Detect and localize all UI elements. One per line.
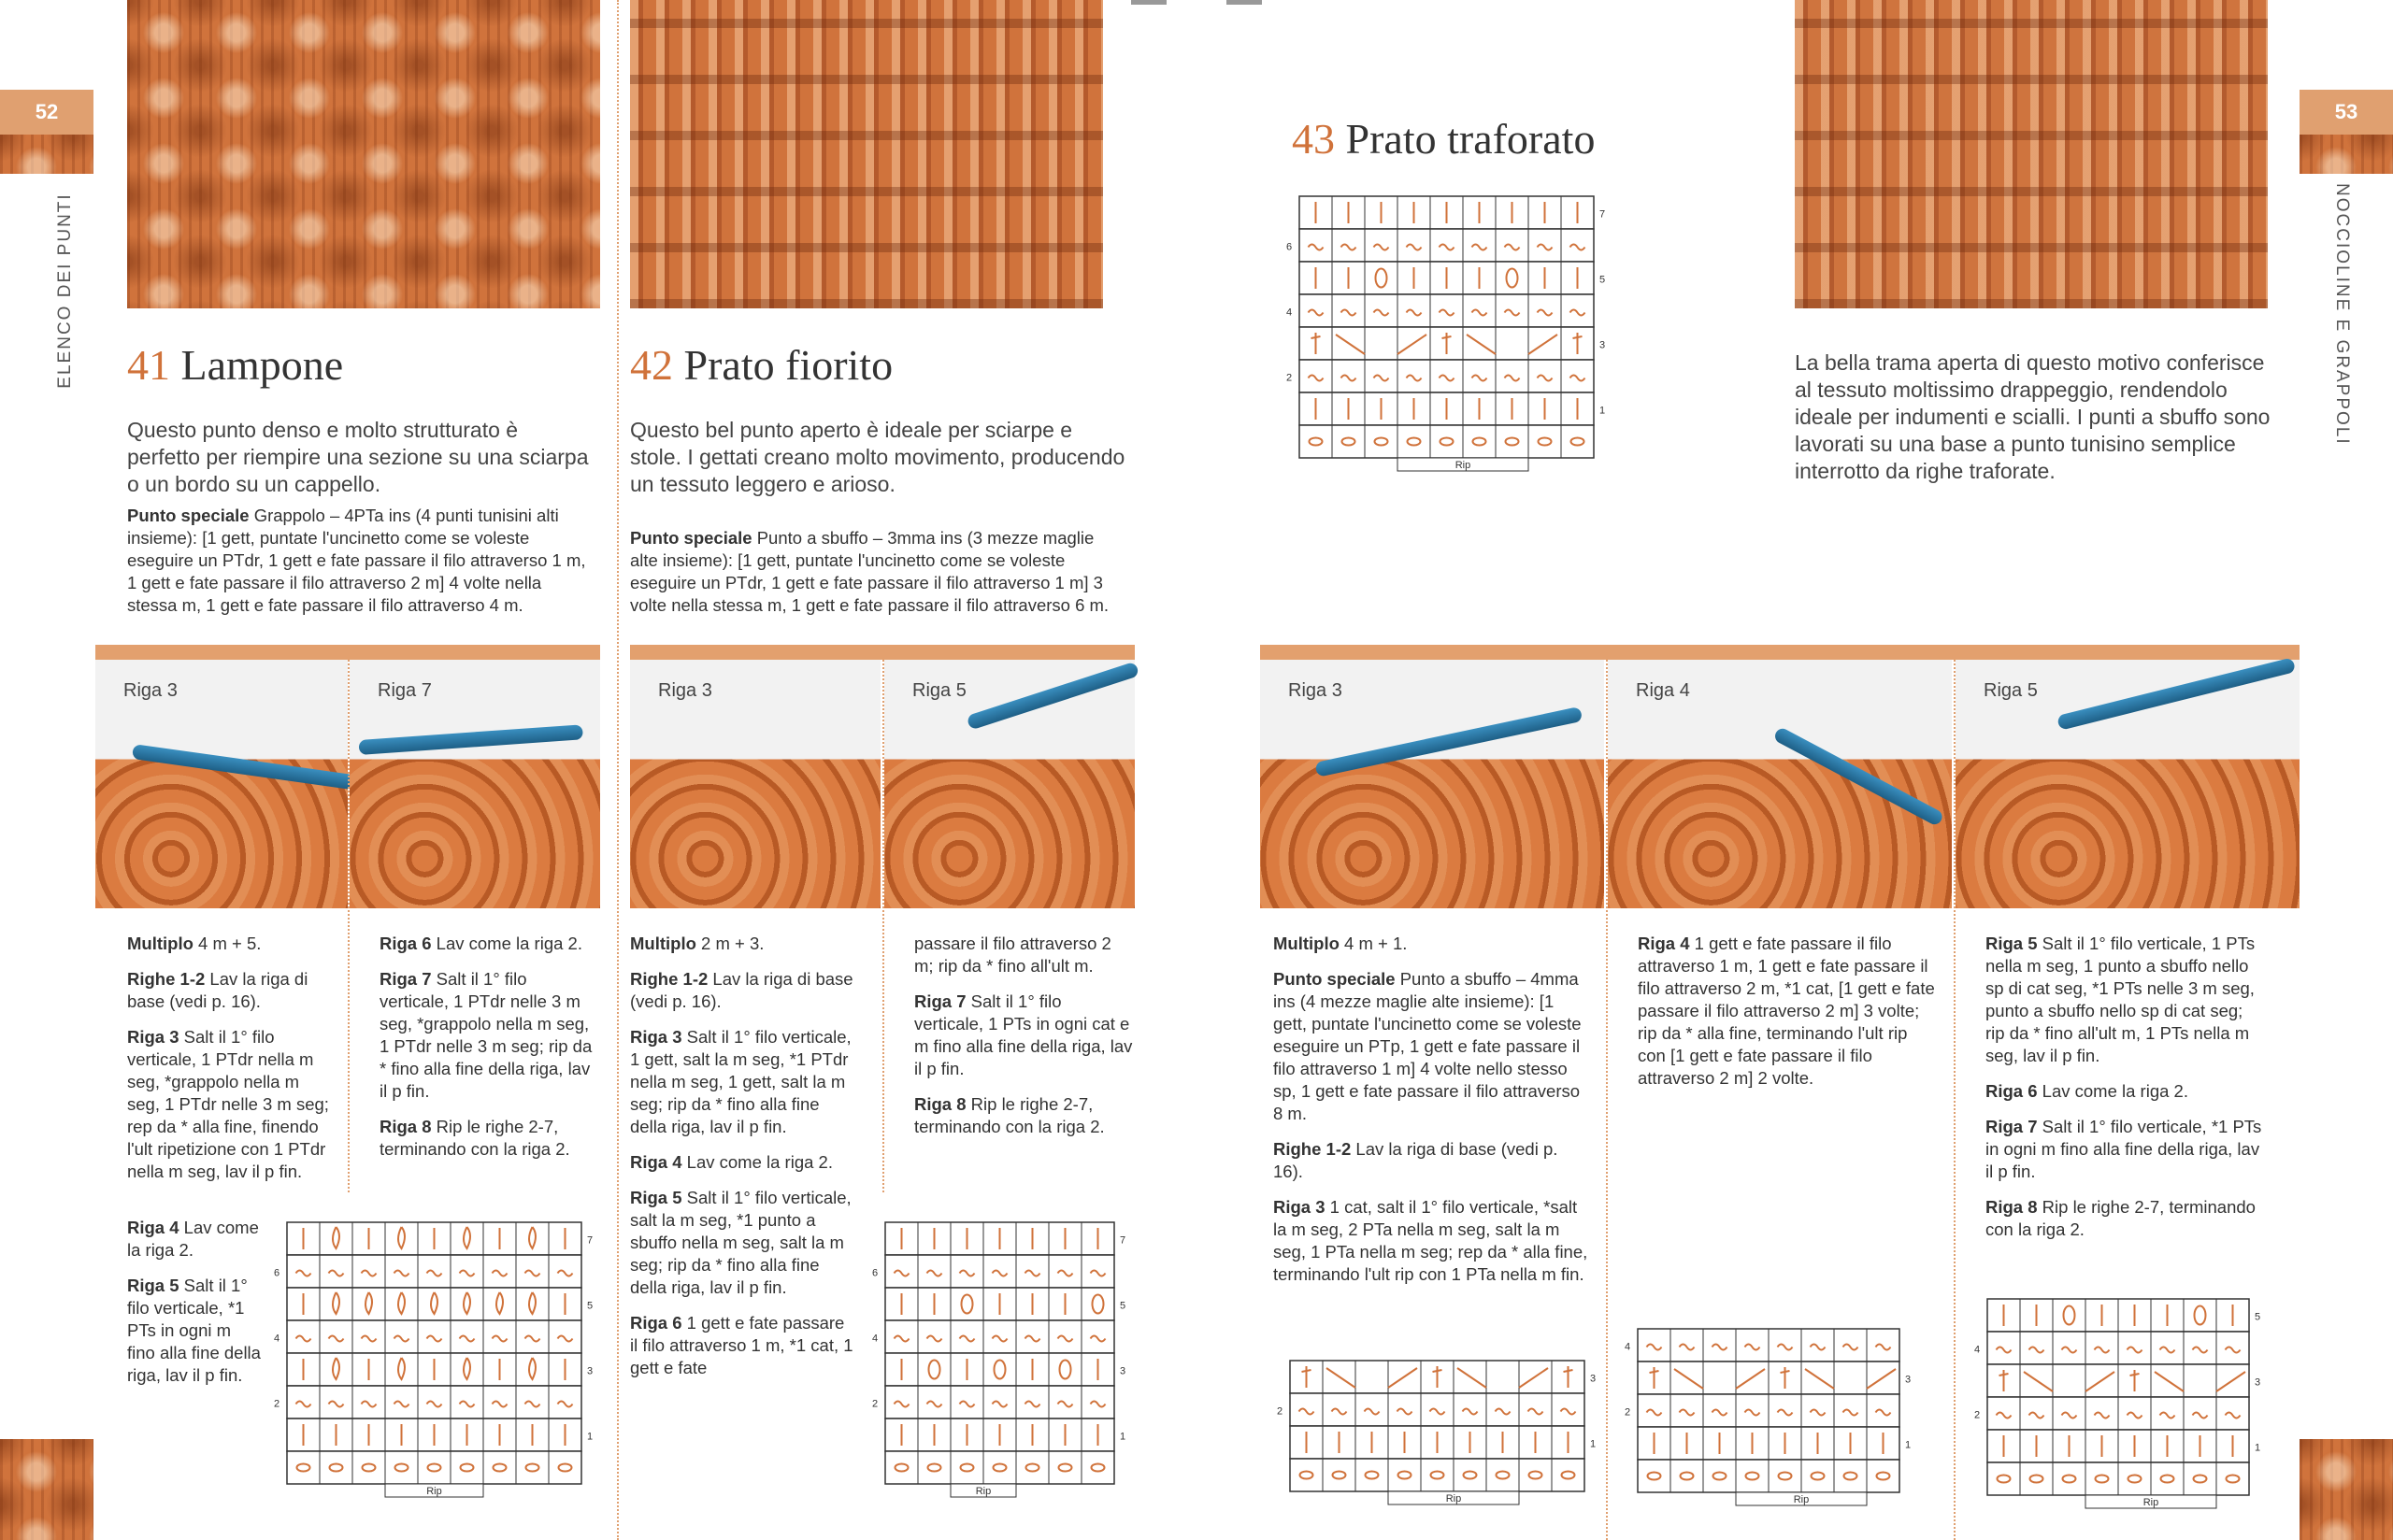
pattern-41-col2 (380, 933, 600, 1174)
page-number-left-text: 52 (35, 100, 59, 123)
stitch-chart-42 (865, 1220, 1135, 1504)
instruction (630, 1026, 854, 1138)
step-photo-42-a-label: Riga 3 (658, 680, 712, 701)
pattern-41-intro: Questo punto denso e molto strutturato è perfetto per riempire una sezione su una sciarpa o un bordo su un cappello. (127, 418, 589, 496)
chart-row-number: 4 (872, 1333, 879, 1345)
chart-row-number: 4 (1625, 1341, 1631, 1353)
instruction (1985, 933, 2266, 1067)
instruction-text: Rip le righe 2-7, terminando con la riga 2. (914, 1094, 1105, 1136)
chart-row (885, 1386, 1114, 1419)
step-photo-43-c (1956, 660, 2300, 908)
chart-row-number: 6 (1286, 241, 1293, 253)
instruction-text: 4 m + 1. (1344, 934, 1408, 953)
instruction-label: Riga 3 (630, 1027, 682, 1047)
instruction-text: Rip le righe 2-7, terminando con la riga 2. (1985, 1197, 2256, 1239)
chart-row-number: 1 (587, 1431, 594, 1443)
instruction-text: passare il filo attraverso 2 m; rip da * fino all'ult m. (914, 934, 1111, 976)
instruction-text: Lav come la riga 2. (436, 934, 582, 953)
step-photo-43-b-label: Riga 4 (1636, 680, 1690, 701)
instruction (1638, 933, 1937, 1090)
chart-row-number: 6 (274, 1267, 280, 1279)
pattern-42-title: Prato fiorito (683, 341, 894, 389)
left-side-label: ELENCO DEI PUNTI (55, 192, 75, 389)
pattern-41-special-label: Punto speciale (127, 506, 250, 525)
stitch-chart-svg (1279, 194, 1614, 478)
instruction-label: Riga 4 (630, 1152, 682, 1172)
page-number-right-text: 53 (2334, 100, 2358, 123)
pattern-41-special-text: Grappolo – 4PTa ins (4 punti tunisini alti insieme): [1 gett, puntate l'uncinetto come se voleste eseguire un PTdr, 1 gett e fate passare il filo attraverso 1 m, 1 gett e fate passare il filo attraverso 2 m] 4 volte nella stessa m, 1 gett e fate passare il filo attraverso 4 m. (127, 506, 586, 615)
chart-repeat-label: Rip (2142, 1497, 2159, 1508)
instruction-text: Lav la riga di base (vedi p. 16). (127, 969, 308, 1011)
instruction-label: Riga 4 (127, 1218, 179, 1237)
chart-repeat-label: Rip (1454, 460, 1471, 471)
step-photo-43-a-label: Riga 3 (1288, 680, 1342, 701)
instruction (1273, 1196, 1591, 1286)
instruction-label: Multiplo (1273, 934, 1340, 953)
chart-row-number: 3 (1120, 1365, 1126, 1377)
instruction-text: Salt il 1° filo verticale, 1 PTs nella m seg, 1 punto a sbuffo nello sp di cat seg, *1 PTs nelle 3 m seg, punto a sbuffo nello sp di cat seg; rip da * fino all'ult m, 1 PTs nella m seg, lav il p fin. (1985, 934, 2256, 1065)
chart-row-number: 2 (872, 1398, 879, 1410)
orange-bar-42 (630, 645, 1135, 660)
hook (1772, 726, 1944, 827)
chart-repeat-label: Rip (1445, 1493, 1462, 1504)
chart-row-number: 3 (1599, 339, 1606, 351)
chart-row-number: 3 (1590, 1373, 1597, 1385)
step-photo-42-a (630, 660, 881, 908)
chart-repeat-label: Rip (975, 1486, 992, 1497)
chart-row (1299, 425, 1594, 458)
chart-row-number: 3 (587, 1365, 594, 1377)
step-photo-41-b-label: Riga 7 (378, 680, 432, 701)
instruction-label: Riga 7 (1985, 1117, 2038, 1136)
step-photo-42-b (884, 660, 1135, 908)
stitch-chart-43-top (1279, 194, 1614, 478)
stitch-chart-43-b (1617, 1327, 1920, 1513)
swatch-photo-42 (630, 0, 1103, 308)
instruction-label: Riga 7 (914, 991, 967, 1011)
chart-row-number: 1 (2255, 1442, 2261, 1454)
swatch-photo-41 (127, 0, 600, 308)
stitch-chart-svg (266, 1220, 602, 1504)
instruction-label: Punto speciale (1273, 969, 1396, 989)
instruction-text: Salt il 1° filo verticale, salt la m seg, *1 punto a sbuffo nella m seg, salt la m seg; rip da * fino alla fine della riga, lav il p fin. (630, 1188, 852, 1297)
chart-row-number: 1 (1599, 405, 1606, 417)
column-divider-41 (348, 660, 350, 1192)
instruction (380, 968, 600, 1103)
pattern-42-special (630, 527, 1116, 617)
left-bottom-swatch (0, 1439, 93, 1540)
instruction-text: Salt il 1° filo verticale, 1 PTdr nella m seg, *grappolo nella m seg, 1 PTdr nelle 3 m seg; rep da * alla fine, finendo l'ult ripetizione con 1 PTdr nella m seg, lav il p fin. (127, 1027, 329, 1181)
instruction-text: Lav la riga di base (vedi p. 16). (1273, 1139, 1558, 1181)
instruction-text: 1 gett e fate passare il filo attraverso 1 m, *1 cat, 1 gett e fate (630, 1313, 853, 1377)
hook (967, 662, 1140, 731)
page-number-left (0, 90, 93, 135)
chart-row-number: 5 (2255, 1311, 2261, 1323)
pattern-43-number: 43 (1292, 115, 1335, 163)
pattern-43-col3 (1985, 933, 2266, 1254)
instruction (127, 1217, 263, 1262)
instruction (1273, 968, 1591, 1125)
instruction-label: Righe 1-2 (630, 969, 709, 989)
stitch-chart-43-c (1967, 1297, 2270, 1516)
pattern-42-special-label: Punto speciale (630, 528, 752, 548)
stitch-chart-svg (865, 1220, 1135, 1504)
chart-row (885, 1320, 1114, 1353)
chart-row-number: 7 (587, 1234, 594, 1247)
chart-row (885, 1255, 1114, 1288)
right-side-label: NOCCIOLINE E GRAPPOLI (2332, 183, 2352, 446)
instruction (380, 933, 600, 955)
instruction-text: 1 cat, salt il 1° filo verticale, *salt la m seg, 2 PTa nella m seg, salt la m seg, 1 PTa nella m seg; rep da * alla fine, terminando l'ult rip con 1 PTa nella m fin. (1273, 1197, 1588, 1284)
pattern-41-special (127, 505, 595, 617)
instruction (1273, 933, 1591, 955)
pattern-43-col1 (1273, 933, 1591, 1299)
pattern-41-col1 (127, 933, 333, 1196)
instruction-text: Salt il 1° filo verticale, *1 PTs in ogni m fino alla fine della riga, lav il p fin. (1985, 1117, 2262, 1181)
chart-row-number: 2 (1277, 1405, 1283, 1418)
instruction-label: Riga 3 (1273, 1197, 1325, 1217)
stitch-chart-41 (266, 1220, 602, 1504)
chart-row-number: 1 (1590, 1438, 1597, 1450)
instruction-label: Riga 5 (127, 1276, 179, 1295)
chart-row-number: 1 (1120, 1431, 1126, 1443)
pattern-43-col2 (1638, 933, 1937, 1103)
right-bottom-swatch (2300, 1439, 2393, 1540)
pattern-43-intro: La bella trama aperta di questo motivo conferisce al tessuto moltissimo drappeggio, rendendolo ideale per indumenti e scialli. I punti a sbuffo sono lavorati su una base a punto tunisino semplice interrotto da righe traforate. (1795, 350, 2271, 483)
instruction (380, 1116, 600, 1161)
instruction (914, 991, 1135, 1080)
instruction-label: Multiplo (127, 934, 193, 953)
chart-row-number: 5 (587, 1300, 594, 1312)
chart-row-number: 2 (1974, 1409, 1981, 1421)
stitch-chart-svg (1617, 1327, 1920, 1513)
swatch-photo-43 (1795, 0, 2268, 308)
instruction (1985, 1116, 2266, 1183)
pattern-41-col1b (127, 1217, 263, 1400)
top-mark-right (1226, 0, 1262, 5)
left-edge-swatch (0, 135, 93, 174)
instruction-text: Lav la riga di base (vedi p. 16). (630, 969, 853, 1011)
chart-row-number: 5 (1599, 274, 1606, 286)
instruction (630, 1151, 854, 1174)
instruction (630, 968, 854, 1013)
chart-row-number: 3 (1905, 1374, 1912, 1386)
column-divider-43-a (1606, 660, 1608, 1540)
instruction-label: Righe 1-2 (127, 969, 206, 989)
stitch-chart-svg (1269, 1359, 1605, 1512)
chart-row-number: 7 (1599, 208, 1606, 221)
chart-repeat-label: Rip (1793, 1494, 1810, 1505)
instruction (127, 968, 333, 1013)
instruction-text: Salt il 1° filo verticale, 1 PTdr nelle 3 m seg, *grappolo nella m seg, 1 PTdr nelle 3 m seg; rip da * fino alla fine della riga, lav il p fin. (380, 969, 593, 1101)
chart-row-number: 5 (1120, 1300, 1126, 1312)
pattern-41-title: Lampone (180, 341, 344, 389)
instruction (914, 1093, 1135, 1138)
pattern-42-col2 (914, 933, 1135, 1151)
chart-row-number: 2 (1286, 372, 1293, 384)
instruction-text: Lav come la riga 2. (127, 1218, 259, 1260)
chart-row-number: 2 (274, 1398, 280, 1410)
stitch-chart-svg (1967, 1297, 2270, 1516)
chart-row-number: 4 (1286, 307, 1293, 319)
instruction (127, 1026, 333, 1183)
chart-row-number: 4 (274, 1333, 280, 1345)
chart-row-number: 1 (1905, 1439, 1912, 1451)
instruction-label: Riga 3 (127, 1027, 179, 1047)
hook (1314, 706, 1583, 777)
instruction-label: Riga 4 (1638, 934, 1690, 953)
pattern-42-col1 (630, 933, 854, 1392)
instruction (127, 1275, 263, 1387)
chart-repeat-label: Rip (426, 1486, 442, 1497)
hook (358, 724, 583, 755)
instruction-label: Multiplo (630, 934, 696, 953)
instruction-text: Lav come la riga 2. (2042, 1081, 2188, 1101)
instruction-label: Riga 5 (630, 1188, 682, 1207)
instruction-label: Riga 8 (380, 1117, 432, 1136)
chart-row-number: 2 (1625, 1406, 1631, 1419)
column-divider-left (617, 0, 619, 1540)
step-photo-41-a-label: Riga 3 (123, 680, 178, 701)
stitch-chart-43-a (1269, 1359, 1605, 1512)
orange-bar-41 (95, 645, 600, 660)
chart-row-number: 6 (872, 1267, 879, 1279)
instruction-label: Riga 5 (1985, 934, 2038, 953)
instruction-label: Riga 7 (380, 969, 432, 989)
pattern-42-intro: Questo bel punto aperto è ideale per sciarpe e stole. I gettati creano molto movimento, producendo un tessuto leggero e arioso. (630, 418, 1125, 496)
instruction-text: Salt il 1° filo verticale, 1 gett, salt la m seg, *1 PTdr nella m seg, 1 gett, salt la m seg; rip da * fino alla fine della riga, lav il p fin. (630, 1027, 852, 1136)
instruction-text: Lav come la riga 2. (686, 1152, 833, 1172)
pattern-43-title: Prato traforato (1345, 115, 1596, 163)
orange-bar-43 (1260, 645, 2300, 660)
step-photo-41-a (95, 660, 348, 908)
instruction-label: Riga 6 (630, 1313, 682, 1333)
instruction-text: Punto a sbuffo – 4mma ins (4 mezze maglie alte insieme): [1 gett, puntate l'uncinetto come se voleste eseguire un PTp, 1 gett e fate passare il filo attraverso 1 m] 4 volte nello stesso sp, 1 gett e fate passare il filo attraverso 8 m. (1273, 969, 1582, 1123)
instruction-label: Righe 1-2 (1273, 1139, 1352, 1159)
instruction-label: Riga 6 (380, 934, 432, 953)
instruction (630, 933, 854, 955)
instruction (630, 1312, 854, 1379)
column-divider-43-b (1954, 660, 1956, 1540)
instruction (914, 933, 1135, 977)
pattern-43-heading (1292, 114, 1595, 164)
page-number-right (2300, 90, 2393, 135)
instruction (1273, 1138, 1591, 1183)
instruction-text: Salt il 1° filo verticale, *1 PTs in ogni m fino alla fine della riga, lav il p fin. (127, 1276, 261, 1385)
instruction-label: Riga 8 (1985, 1197, 2038, 1217)
chart-row (885, 1353, 1114, 1386)
instruction-text: Rip le righe 2-7, terminando con la riga 2. (380, 1117, 570, 1159)
step-photo-43-c-label: Riga 5 (1984, 680, 2038, 701)
hook (132, 744, 356, 790)
pattern-41-heading (127, 340, 343, 390)
instruction (1985, 1196, 2266, 1241)
chart-row-number: 7 (1120, 1234, 1126, 1247)
step-photo-43-b (1608, 660, 1952, 908)
instruction-text: 1 gett e fate passare il filo attraverso 1 m, 1 gett e fate passare il filo attraverso 2 m, *1 cat, [1 gett e fate passare il filo attraverso 2 m] 3 volte; rip da * alla fine, terminando l'ult rip con [1 gett e fate passare il filo attraverso 2 m] 2 volte. (1638, 934, 1935, 1088)
chart-row (1290, 1459, 1584, 1491)
pattern-42-heading (630, 340, 893, 390)
instruction-text: 2 m + 3. (701, 934, 765, 953)
step-photo-42-b-label: Riga 5 (912, 680, 967, 701)
instruction-label: Riga 8 (914, 1094, 967, 1114)
chart-row-number: 3 (2255, 1376, 2261, 1389)
chart-row (885, 1451, 1114, 1484)
chart-row-number: 4 (1974, 1344, 1981, 1356)
pattern-41-number: 41 (127, 341, 170, 389)
step-photo-41-b (350, 660, 600, 908)
chart-row (287, 1451, 581, 1484)
instruction-text: 4 m + 5. (198, 934, 262, 953)
hook (2056, 657, 2296, 730)
right-edge-swatch (2300, 135, 2393, 174)
instruction-label: Riga 6 (1985, 1081, 2038, 1101)
top-mark-left (1131, 0, 1167, 5)
instruction (630, 1187, 854, 1299)
step-photo-43-a (1260, 660, 1604, 908)
pattern-42-special-text: Punto a sbuffo – 3mma ins (3 mezze maglie alte insieme): [1 gett, puntate l'uncinetto come se voleste eseguire un PTdr, 1 gett e fate passare il filo attraverso 1 m] 3 volte nella stessa m, 1 gett e fate passare il filo attraverso 6 m. (630, 528, 1110, 615)
pattern-42-number: 42 (630, 341, 673, 389)
instruction (127, 933, 333, 955)
instruction (1985, 1080, 2266, 1103)
instruction-text: Salt il 1° filo verticale, 1 PTs in ogni cat e m fino alla fine della riga, lav il p fin. (914, 991, 1133, 1078)
column-divider-42 (882, 660, 884, 1192)
